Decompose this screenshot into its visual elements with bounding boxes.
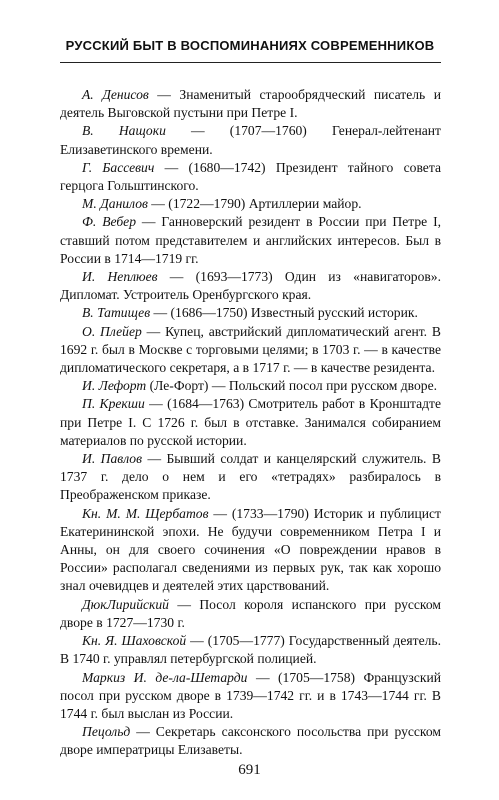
note-text: — (1705—1777) Государственный деятель. В 1740 г. управлял петербургской полицией. — [60, 633, 441, 667]
person-name: Пецольд — [82, 724, 131, 740]
person-name: А. Денисов — [82, 87, 149, 102]
note-text: — (1680—1742) Президент тайного совета герцога Гольштинского. — [60, 159, 441, 194]
person-name: И. Павлов — [82, 451, 142, 467]
note-text: — Секретарь саксонского посольства при русском дворе императрицы Елизаветы. — [60, 724, 441, 758]
person-name: В. Татищев — [82, 305, 151, 321]
person-name: Г. Бассевич — [82, 159, 155, 175]
note-text: — (1705—1758) Французский посол при русском дворе в 1739—1742 гг. и в 1743—1744 гг. В 1744 г. был выслан из России. — [60, 669, 441, 721]
person-name: Ф. Вебер — [82, 214, 137, 230]
note-entry — [60, 596, 441, 632]
person-name: Кн. Я. Шаховской — [82, 633, 187, 649]
page-number: 691 — [238, 762, 261, 778]
person-name: ДюкЛирийский — [82, 596, 169, 612]
person-name: О. Плейер — [82, 323, 142, 339]
note-entry — [60, 122, 441, 158]
note-text: — Ганноверский резидент в России при Петре I, ставший потом представителем и английских интересов. Был в России в 1714—1719 гг. — [60, 214, 441, 266]
person-name: И. Лефорт — [82, 378, 147, 394]
biographical-notes — [60, 86, 441, 760]
note-text: — (1684—1763) Смотритель работ в Кронштадте при Петре I. С 1726 г. был в отставке. Занимался собиранием материалов по русской истории. — [60, 396, 441, 448]
note-text: (Ле-Форт) — Польский посол при русском дворе. — [146, 378, 438, 394]
note-entry — [60, 304, 441, 322]
note-entry — [60, 723, 441, 759]
note-entry — [60, 505, 441, 596]
person-name: Маркиз И. де-ла-Шетарди — [82, 669, 248, 685]
person-name: И. Неплюев — [82, 269, 158, 285]
note-entry — [60, 268, 441, 304]
note-entry — [60, 86, 441, 122]
note-entry — [60, 377, 441, 395]
note-text: — Бывший солдат и канцелярский служитель. В 1737 г. дело о нем и его «тетрадях» разбиралось в Преображенском приказе. — [60, 451, 441, 503]
note-text: — (1733—1790) Историк и публицист Екатерининской эпохи. Не будучи современником Петра I и Анны, он для своего сочинения «О повреждении нравов в России» располагал сведениями из первых рук, так как хорошо знал очевидцев и деятелей этих царствований. — [60, 505, 441, 594]
note-text: — Знаменитый старообрядческий писатель и деятель Выговской пустыни при Петре I. — [60, 87, 441, 121]
note-entry — [60, 632, 441, 668]
note-text: — Купец, австрийский дипломатический агент. В 1692 г. был в Москве с торговыми целями; в 1703 г. — в качестве дипломатического секретаря, а в 1717 г. — в качестве резидента. — [60, 323, 441, 376]
person-name: Кн. М. М. Щербатов — [82, 505, 209, 521]
person-name: В. Нащоки — [82, 123, 166, 139]
note-text: — Посол короля испанского при русском дворе в 1727—1730 г. — [60, 596, 441, 630]
note-entry — [60, 195, 441, 213]
note-entry — [60, 159, 441, 195]
running-header: РУССКИЙ БЫТ В ВОСПОМИНАНИЯХ СОВРЕМЕННИКОВ — [65, 38, 435, 53]
note-text: — (1693—1773) Один из «навигаторов». Дипломат. Устроитель Оренбургского края. — [60, 269, 441, 303]
person-name: П. Крекши — [82, 396, 145, 412]
note-entry — [60, 213, 441, 268]
note-entry — [60, 669, 441, 724]
note-entry — [60, 323, 441, 378]
note-entry — [60, 450, 441, 505]
note-entry — [60, 395, 441, 450]
person-name: М. Данилов — [82, 196, 148, 212]
note-text: — (1722—1790) Артиллерии майор. — [147, 196, 362, 212]
note-text: — (1686—1750) Известный русский историк. — [150, 305, 418, 321]
header-rule — [60, 62, 441, 63]
note-text: — (1707—1760) Генерал-лейтенант Елизаветинского времени. — [60, 123, 441, 157]
